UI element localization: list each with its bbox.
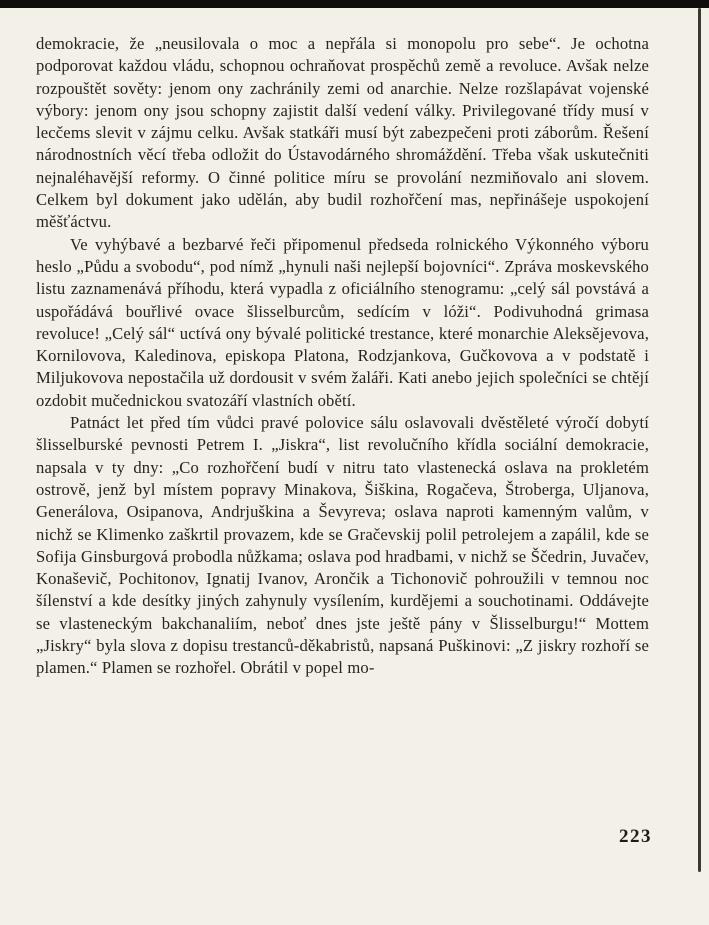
paragraph-2: Ve vyhýbavé a bezbarvé řeči připomenul předseda rolnického Výkonného výboru heslo „Půdu a svobodu“, pod nímž „hynuli naši nejlepší bojovníci“. Zpráva moskevského listu zaznamenává příhodu, která vypadla z oficiálního stenogramu: „celý sál povstává a uspořádává bouřlivé ovace šlisselburcům, sedícím v lóži“. Podivuhodná grimasa revoluce! „Celý sál“ uctívá ony bývalé politické trestance, které monarchie Aleksějevova, Kornilovova, Kaledinova, episkopa Platona, Rodzjankova, Gučkovova a v podstatě i Miljukovova nepostačila už dordousit v svém žaláři. Kati anebo jejich společníci se chtějí ozdobit mučednickou svatozáří vlastních obětí. xyxy=(36,234,649,410)
scan-artifact-top-edge xyxy=(0,0,709,8)
body-text xyxy=(36,33,649,680)
scan-artifact-right-edge xyxy=(698,8,701,872)
paragraph-3: Patnáct let před tím vůdci pravé polovice sálu oslavovali dvěstěleté výročí dobytí šlisselburské pevnosti Petrem I. „Jiskra“, list revolučního křídla sociální demokracie, napsala v ty dny: „Co rozhořčení budí v nitru tato vlastenecká oslava na prokletém ostrově, jenž byl místem popravy Minakova, Šiškina, Rogačeva, Štroberga, Uljanova, Generálova, Osipanova, Andrjuškina a Ševyreva; oslava naproti kamenným valům, v nichž se Klimenko zaškrtil provazem, kde se Gračevskij polil petrolejem a zapálil, kde se Sofija Ginsburgová probodla nůžkama; oslava pod hradbami, v nichž se Ščedrin, Juvačev, Konaševič, Pochitonov, Ignatij Ivanov, Arončik a Tichonovič pohroužili v temnou noc šílenství a kde desítky jiných zahynuly vysílením, kurdějemi a souchotinami. Oddávejte se vlasteneckým bakchanaliím, neboť dnes jste ještě pány v Šlisselburgu!“ Mottem „Jiskry“ byla slova z dopisu trestanců-děkabristů, napsaná Puškinovi: „Z jiskry rozhoří se plamen.“ Plamen se rozhořel. Obrátil v popel mo- xyxy=(36,413,649,678)
paragraph-continuation: demokracie, že „neusilovala o moc a nepřála si monopolu pro sebe“. Je ochotna podporovat každou vládu, schopnou ochraňovat prospěchů země a revoluce. Avšak nelze rozpouštět sověty: jenom ony zachránily zemi od anarchie. Nelze rozšlapávat vojenské výbory: jenom ony jsou schopny zajistit další vedení války. Privilegované třídy musí v lecčems slevit v zájmu celku. Avšak statkáři musí být zabezpečeni proti záborům. Řešení národnostních věcí třeba odložit do Ústavodárného shromáždění. Třeba však uskutečniti nejnaléhavější reformy. O činné politice míru se provolání nezmiňovalo ani slovem. Celkem byl dokument jako udělán, aby budil rozhořčení mas, nepřinášeje uspokojení měšťáctvu. xyxy=(36,34,649,232)
page-number: 223 xyxy=(619,826,652,847)
